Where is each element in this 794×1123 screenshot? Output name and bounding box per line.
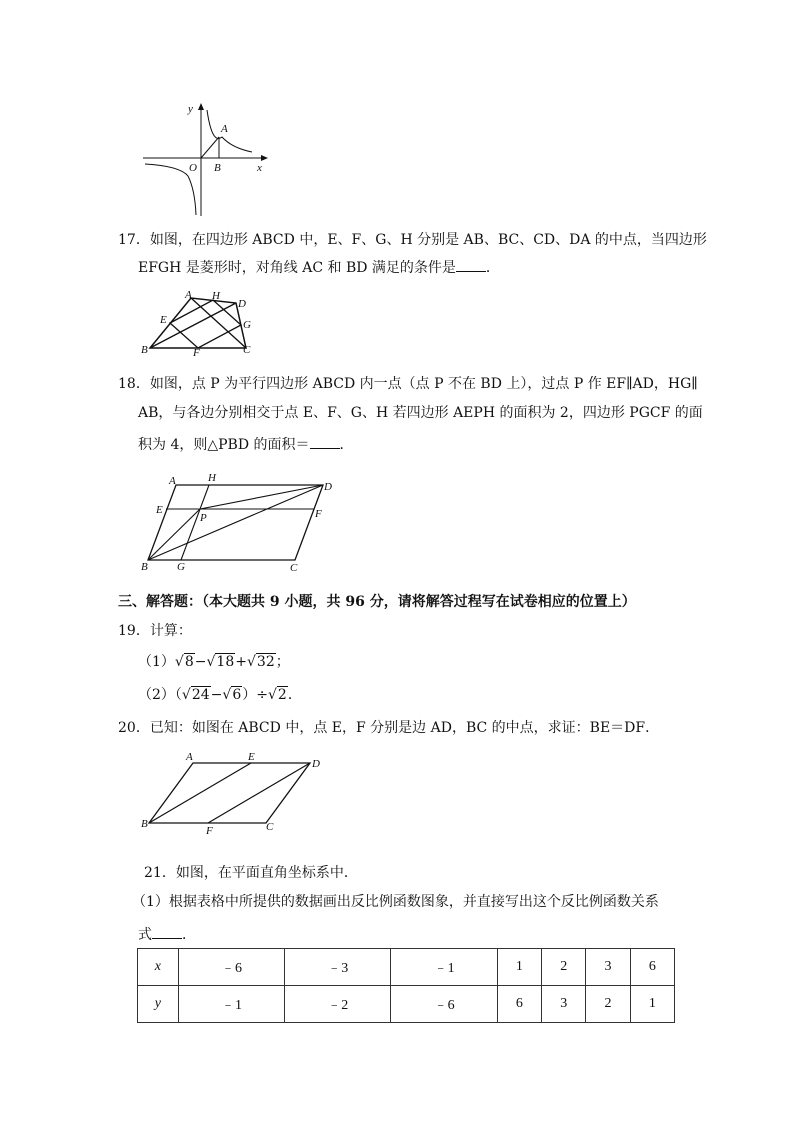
- q18-answer-blank[interactable]: [310, 434, 340, 449]
- table-cell: 2: [586, 986, 630, 1023]
- table-row-y: [138, 986, 675, 1023]
- q19-text: 计算：: [149, 623, 192, 639]
- q21-line: [144, 861, 724, 885]
- q19-part1-op1: −: [194, 654, 207, 670]
- table-header-y: y: [138, 986, 179, 1023]
- q17-label-a: A: [185, 290, 192, 301]
- q17-answer-blank[interactable]: [456, 257, 486, 272]
- q20-number: 20．: [118, 720, 150, 736]
- q20-label-b: B: [141, 818, 148, 830]
- q20-text: 已知：如图在 ABCD 中，点 E，F 分别是边 AD，BC 的中点，求证：BE＝DF．: [149, 720, 660, 736]
- q20-parallelogram-figure: [138, 748, 333, 840]
- q19-part1-radicand-a: 8: [184, 654, 194, 670]
- table-cell: ﹣2: [285, 986, 391, 1023]
- fig16-label-x: x: [257, 162, 262, 174]
- q19-number: 19．: [118, 623, 150, 639]
- q20-label-e: E: [248, 751, 255, 763]
- q17-text-1: 如图，在四边形 ABCD 中，E、F、G、H 分别是 AB、BC、CD、DA 的中点，当四边形: [149, 232, 707, 248]
- q17-label-h: H: [212, 290, 220, 302]
- table-cell: 3: [542, 986, 586, 1023]
- q19-part1-radicand-c: 32: [256, 654, 275, 670]
- table-cell: 6: [630, 949, 674, 986]
- q19-part2: （2）（√24−√6）÷√2．: [138, 687, 302, 703]
- q19-part1: （1）√8−√18+√32；: [138, 654, 290, 670]
- q19-part2-radicand-a: 24: [191, 687, 210, 703]
- section3-heading: 三、解答题：（本大题共 9 小题，共 96 分，请将解答过程写在试卷相应的位置上）: [118, 594, 636, 610]
- q18-line2: [138, 401, 718, 425]
- q21-number: 21．: [144, 865, 176, 881]
- table-cell: ﹣1: [391, 949, 497, 986]
- q20-label-d: D: [312, 758, 320, 770]
- table-cell: 3: [586, 949, 630, 986]
- fig16-label-o: O: [189, 162, 197, 174]
- table-cell: 1: [497, 949, 541, 986]
- q20-line: [118, 716, 698, 740]
- table-header-x: x: [138, 949, 179, 986]
- q17-line1: [118, 228, 707, 252]
- q19-part2-op: −: [210, 687, 223, 703]
- q17-line2: [138, 256, 718, 280]
- q18-line1: [118, 372, 698, 396]
- table-cell: 6: [497, 986, 541, 1023]
- q19-part2-radicand-b: 6: [232, 687, 242, 703]
- q17-label-f: F: [193, 347, 200, 359]
- q21-text: 如图，在平面直角坐标系中．: [175, 865, 358, 881]
- table-cell: ﹣3: [285, 949, 391, 986]
- q18-label-d: D: [324, 481, 332, 493]
- table-cell: 1: [630, 986, 674, 1023]
- q18-label-b: B: [141, 561, 148, 573]
- q18-label-g: G: [177, 561, 185, 573]
- q17-period: ．: [485, 260, 500, 276]
- q21-part1-line1: [132, 890, 712, 914]
- table-row-x: [138, 949, 675, 986]
- q19-line: [118, 619, 698, 643]
- q19-part2-open: （: [174, 687, 182, 703]
- q21-data-table: [137, 948, 675, 1023]
- q21-part1-end: ．: [182, 927, 196, 943]
- q19-part2-end: ．: [287, 687, 302, 703]
- q17-label-d: D: [238, 298, 246, 310]
- q19-part2-radicand-c: 2: [277, 687, 287, 703]
- q17-label-c: C: [243, 344, 251, 356]
- q17-text-2: EFGH 是菱形时，对角线 AC 和 BD 满足的条件是: [138, 260, 456, 276]
- q21-part1-text-2: 式: [138, 927, 152, 943]
- q17-label-e: E: [160, 314, 167, 326]
- q17-label-b: B: [141, 344, 148, 356]
- table-cell: 2: [542, 949, 586, 986]
- q19-part1-radicand-b: 18: [216, 654, 235, 670]
- q18-text-3: 积为 4，则△PBD 的面积＝: [138, 437, 310, 453]
- fig16-hyperbola-graph: [140, 100, 275, 218]
- q18-label-h: H: [208, 472, 216, 484]
- q18-period: ．: [339, 437, 354, 453]
- q20-label-c: C: [266, 821, 274, 833]
- q18-label-c: C: [290, 562, 298, 574]
- fig16-label-y: y: [188, 103, 193, 115]
- table-cell: ﹣6: [178, 949, 284, 986]
- q17-label-g: G: [243, 319, 251, 331]
- table-cell: ﹣6: [391, 986, 497, 1023]
- q18-text-2: AB，与各边分别相交于点 E、F、G、H 若四边形 AEPH 的面积为 2，四边形 PGCF 的面: [138, 405, 703, 421]
- q18-number: 18．: [118, 376, 150, 392]
- q19-part1-end: ；: [275, 654, 290, 670]
- q18-text-1: 如图，点 P 为平行四边形 ABCD 内一点（点 P 不在 BD 上），过点 P 作 EF∥AD，HG∥: [149, 376, 698, 392]
- q19-part1-op2: +: [235, 654, 247, 670]
- q17-number: 17．: [118, 232, 150, 248]
- q19-part2-close: ）÷: [242, 687, 268, 703]
- q18-label-p: P: [200, 512, 207, 524]
- q19-part1-label: （1）: [138, 654, 175, 670]
- q19-part2-label: （2）: [138, 687, 175, 703]
- q18-label-f: F: [315, 508, 322, 520]
- fig16-label-a: A: [221, 123, 228, 135]
- q21-answer-blank[interactable]: [152, 924, 182, 939]
- q18-label-a: A: [169, 475, 176, 487]
- table-cell: ﹣1: [178, 986, 284, 1023]
- q18-parallelogram-figure: [138, 470, 338, 575]
- q20-label-a: A: [186, 751, 193, 763]
- fig16-label-b: B: [214, 162, 221, 174]
- q21-part1-line2: [138, 923, 718, 947]
- q18-label-e: E: [156, 504, 163, 516]
- q20-label-f: F: [206, 825, 213, 837]
- q21-part1-text-1: （1）根据表格中所提供的数据画出反比例函数图象，并直接写出这个反比例函数关系: [132, 894, 659, 910]
- q17-quadrilateral-figure: [140, 290, 260, 360]
- q18-line3: [138, 433, 718, 457]
